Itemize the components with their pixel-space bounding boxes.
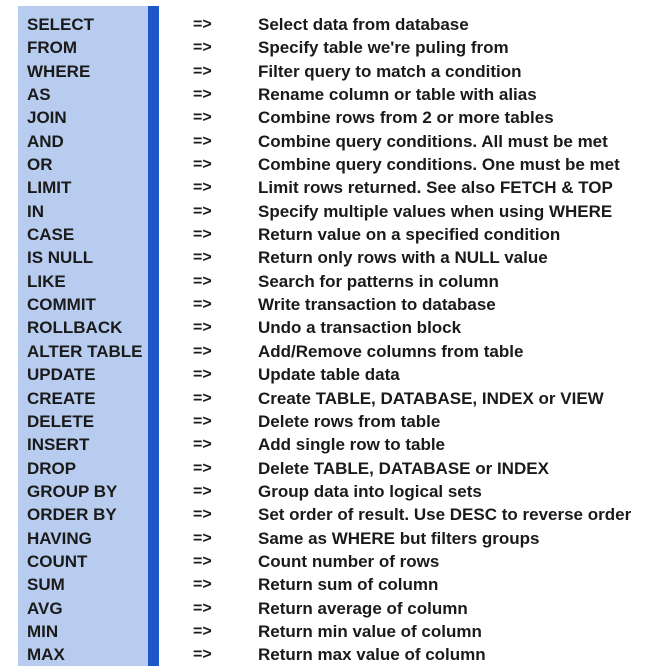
- arrow-symbol: =>: [193, 506, 212, 524]
- sql-keyword: AVG: [27, 598, 63, 618]
- list-item: [0, 433, 648, 456]
- keyword-description: Count number of rows: [258, 551, 440, 571]
- list-item: [0, 643, 648, 666]
- arrow-symbol: =>: [193, 342, 212, 360]
- keyword-description: Search for patterns in column: [258, 271, 499, 291]
- arrow-symbol: =>: [193, 622, 212, 640]
- keyword-description: Delete TABLE, DATABASE or INDEX: [258, 458, 549, 478]
- list-item: [0, 620, 648, 643]
- keyword-description: Add single row to table: [258, 435, 446, 455]
- sql-keyword: LIKE: [27, 271, 66, 291]
- sql-keyword: ALTER TABLE: [27, 341, 143, 361]
- arrow-symbol: =>: [193, 226, 212, 244]
- arrow-symbol: =>: [193, 389, 212, 407]
- sql-keyword: SUM: [27, 575, 65, 595]
- arrow-symbol: =>: [193, 109, 212, 127]
- keyword-description: Add/Remove columns from table: [258, 341, 524, 361]
- arrow-symbol: =>: [193, 296, 212, 314]
- arrow-symbol: =>: [193, 179, 212, 197]
- keyword-description: Select data from database: [258, 15, 469, 34]
- sql-keyword: COUNT: [27, 551, 88, 571]
- keyword-description: Combine query conditions. All must be met: [258, 131, 608, 151]
- keyword-description: Delete rows from table: [258, 411, 441, 431]
- list-item: [0, 106, 648, 129]
- sql-keyword: DROP: [27, 458, 77, 478]
- sql-keyword: DELETE: [27, 411, 95, 431]
- sql-keyword: MIN: [27, 621, 59, 641]
- sql-keyword: GROUP BY: [27, 481, 118, 501]
- keyword-description: Group data into logical sets: [258, 481, 482, 501]
- arrow-symbol: =>: [193, 576, 212, 594]
- list-item: [0, 363, 648, 386]
- arrow-symbol: =>: [193, 202, 212, 220]
- list-item: [0, 410, 648, 433]
- list-item: [0, 60, 648, 83]
- sql-keyword: IS NULL: [27, 248, 94, 268]
- sql-keyword: FROM: [27, 38, 78, 58]
- keyword-description: Set order of result. Use DESC to reverse order: [258, 505, 632, 525]
- list-item: [0, 387, 648, 410]
- sql-cheatsheet-list: [0, 13, 648, 667]
- arrow-symbol: =>: [193, 552, 212, 570]
- keyword-description: Return average of column: [258, 598, 468, 618]
- keyword-description: Create TABLE, DATABASE, INDEX or VIEW: [258, 388, 604, 408]
- list-item: [0, 573, 648, 596]
- sql-keyword: JOIN: [27, 108, 67, 128]
- list-item: [0, 176, 648, 199]
- list-item: [0, 527, 648, 550]
- sql-keyword: MAX: [27, 645, 65, 665]
- list-item: [0, 503, 648, 526]
- list-item: [0, 13, 648, 36]
- list-item: [0, 270, 648, 293]
- arrow-symbol: =>: [193, 366, 212, 384]
- sql-keyword: CASE: [27, 225, 75, 245]
- arrow-symbol: =>: [193, 249, 212, 267]
- list-item: [0, 246, 648, 269]
- keyword-description: Same as WHERE but filters groups: [258, 528, 540, 548]
- arrow-symbol: =>: [193, 599, 212, 617]
- sql-keyword: INSERT: [27, 435, 90, 455]
- list-item: [0, 293, 648, 316]
- keyword-description: Update table data: [258, 365, 400, 385]
- list-item: [0, 153, 648, 176]
- list-item: [0, 316, 648, 339]
- sql-keyword: IN: [27, 201, 44, 221]
- sql-keyword: COMMIT: [27, 295, 96, 315]
- keyword-description: Return sum of column: [258, 575, 439, 595]
- keyword-description: Write transaction to database: [258, 295, 496, 315]
- sql-keyword: ORDER BY: [27, 505, 117, 525]
- arrow-symbol: =>: [193, 62, 212, 80]
- sql-keyword: CREATE: [27, 388, 96, 408]
- list-item: [0, 200, 648, 223]
- keyword-description: Undo a transaction block: [258, 318, 462, 338]
- sql-keyword: OR: [27, 155, 53, 175]
- list-item: [0, 480, 648, 503]
- list-item: [0, 36, 648, 59]
- sql-keyword: UPDATE: [27, 365, 96, 385]
- keyword-description: Filter query to match a condition: [258, 61, 522, 81]
- arrow-symbol: =>: [193, 459, 212, 477]
- arrow-symbol: =>: [193, 436, 212, 454]
- arrow-symbol: =>: [193, 16, 212, 33]
- arrow-symbol: =>: [193, 156, 212, 174]
- arrow-symbol: =>: [193, 482, 212, 500]
- keyword-description: Rename column or table with alias: [258, 85, 537, 105]
- sql-keyword: AND: [27, 131, 64, 151]
- arrow-symbol: =>: [193, 39, 212, 57]
- sql-keyword: SELECT: [27, 15, 95, 34]
- list-item: [0, 597, 648, 620]
- keyword-description: Combine query conditions. One must be met: [258, 155, 620, 175]
- list-item: [0, 457, 648, 480]
- list-item: [0, 130, 648, 153]
- keyword-description: Return value on a specified condition: [258, 225, 561, 245]
- keyword-description: Return only rows with a NULL value: [258, 248, 548, 268]
- arrow-symbol: =>: [193, 646, 212, 664]
- sql-keyword: HAVING: [27, 528, 92, 548]
- arrow-symbol: =>: [193, 319, 212, 337]
- keyword-description: Specify table we're puling from: [258, 38, 509, 58]
- arrow-symbol: =>: [193, 86, 212, 104]
- list-item: [0, 550, 648, 573]
- sql-keyword: LIMIT: [27, 178, 72, 198]
- arrow-symbol: =>: [193, 132, 212, 150]
- keyword-description: Limit rows returned. See also FETCH & TOP: [258, 178, 613, 198]
- keyword-description: Specify multiple values when using WHERE: [258, 201, 613, 221]
- sql-keyword: AS: [27, 85, 51, 105]
- keyword-description: Return max value of column: [258, 645, 486, 665]
- list-item: [0, 83, 648, 106]
- arrow-symbol: =>: [193, 412, 212, 430]
- keyword-description: Return min value of column: [258, 621, 482, 641]
- list-item: [0, 223, 648, 246]
- sql-keyword: ROLLBACK: [27, 318, 123, 338]
- keyword-description: Combine rows from 2 or more tables: [258, 108, 554, 128]
- list-item: [0, 340, 648, 363]
- arrow-symbol: =>: [193, 529, 212, 547]
- arrow-symbol: =>: [193, 272, 212, 290]
- sql-keyword: WHERE: [27, 61, 91, 81]
